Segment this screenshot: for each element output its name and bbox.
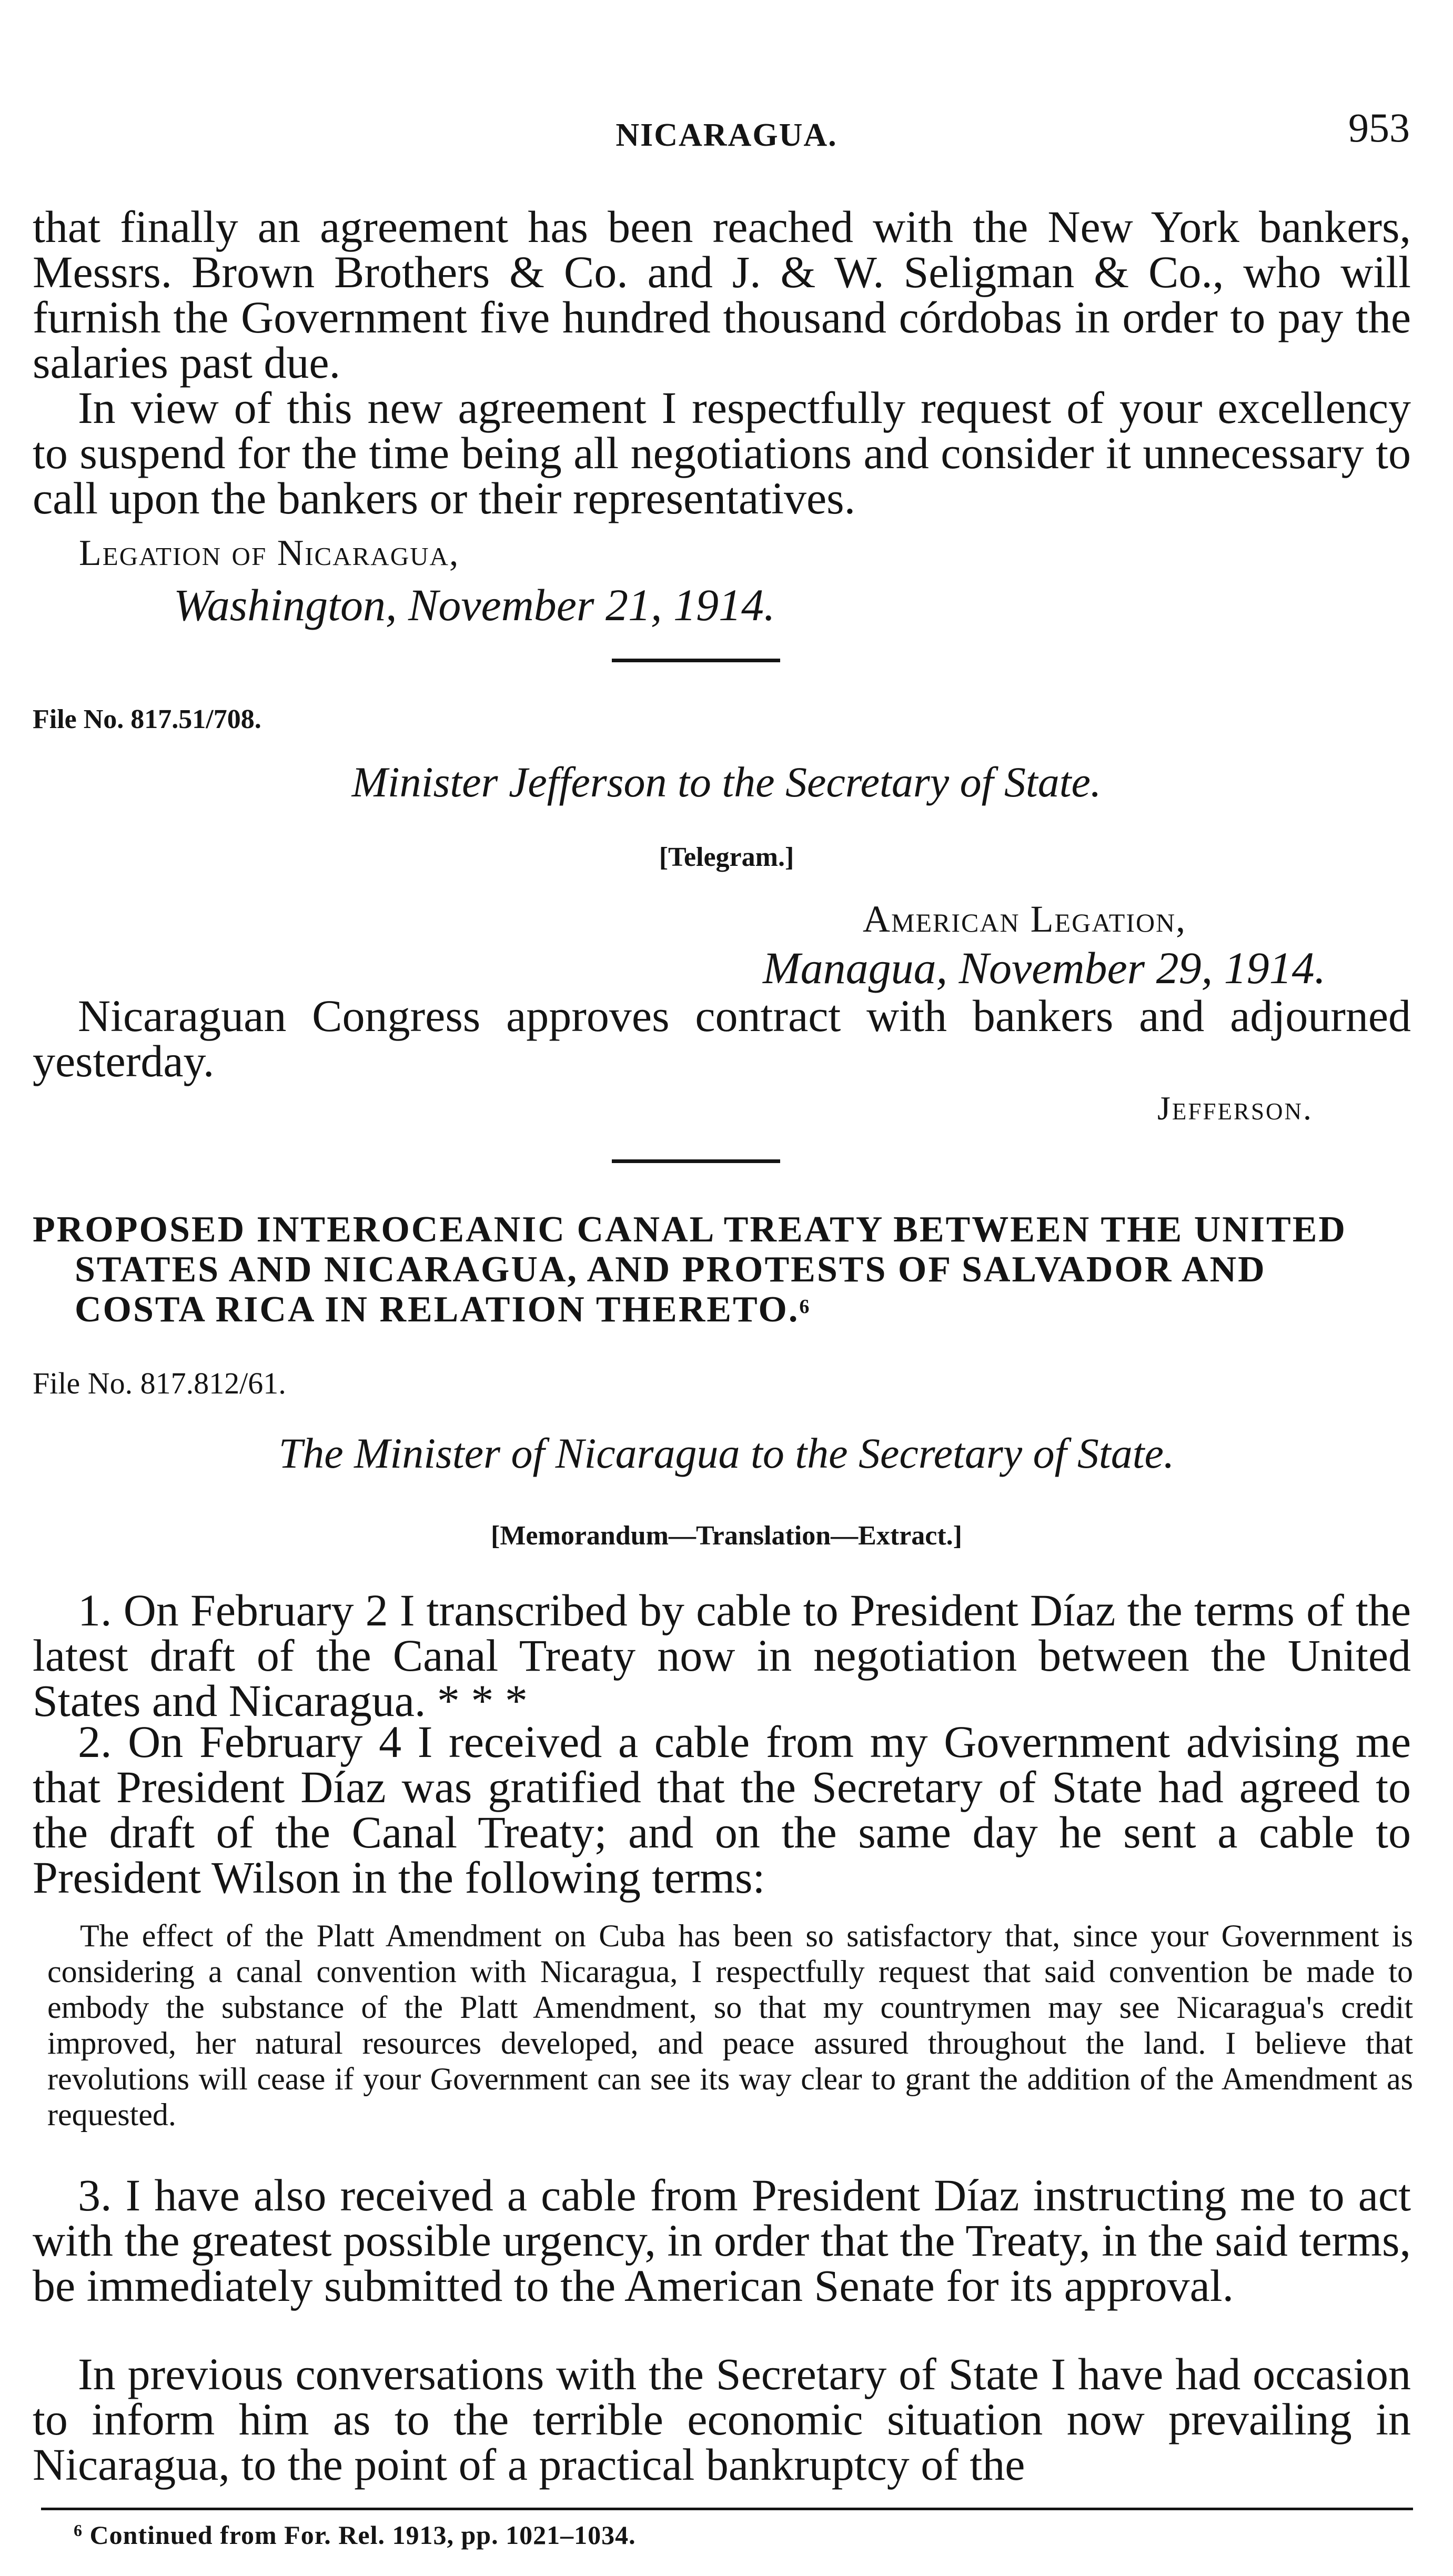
footnote xyxy=(74,2520,636,2550)
section-heading-line: PROPOSED INTEROCEANIC CANAL TREATY BETWEEN THE UNITED xyxy=(33,1209,1347,1250)
file-number: File No. 817.51/708. xyxy=(33,704,261,734)
section-heading-line: STATES AND NICARAGUA, AND PROTESTS OF SALVADOR AND xyxy=(75,1249,1266,1290)
body-paragraph: In view of this new agreement I respectfully request of your excellency to suspend for the time being all negotiations and consider it unnecessary to call upon the bankers or their representatives. xyxy=(33,382,1411,523)
body-paragraph: that finally an agreement has been reached with the New York bankers, Messrs. Brown Brothers & Co. and J. & W. Seligman & Co., who will furnish the Government five hundred thousand córdobas in order to pay the salaries past due. xyxy=(33,201,1411,388)
footnote-marker: 6 xyxy=(799,1296,811,1318)
page-number: 953 xyxy=(1348,105,1410,150)
footnote-marker: 6 xyxy=(74,2521,83,2540)
numbered-paragraph: 2. On February 4 I received a cable from my Government advising me that President Díaz was gratified that the Secretary of State had agreed to the draft of the Canal Treaty; and on the same day he sent a cable to President Wilson in the following terms: xyxy=(33,1716,1411,1903)
telegram-dateline: Managua, November 29, 1914. xyxy=(763,943,1326,993)
telegram-signature: Jefferson. xyxy=(1157,1089,1313,1127)
block-quote: The effect of the Platt Amendment on Cuba has been so satisfactory that, since your Government is considering a canal convention with Nicaragua, I respectfully request that said convention be made to embody the substance of the Platt Amendment, so that my countrymen may see Nicaragua's credit improved, her natural resources developed, and peace assured throughout the land. I believe that revolutions will cease if your Government can see its way clear to grant the addition of the Amendment as requested. xyxy=(47,1918,1413,2132)
file-number: File No. 817.812/61. xyxy=(33,1366,286,1400)
numbered-paragraph: 3. I have also received a cable from President Díaz instructing me to act with the greatest possible urgency, in order that the Treaty, in the said terms, be immediately submitted to the American Senate for its approval. xyxy=(33,2170,1411,2311)
section-heading-line: COSTA RICA IN RELATION THERETO.$^6$ xyxy=(75,1289,811,1330)
running-head: NICARAGUA. xyxy=(615,117,838,153)
document-type: [Memorandum—Translation—Extract.] xyxy=(491,1521,962,1551)
document-title: The Minister of Nicaragua to the Secretary of State. xyxy=(278,1429,1175,1477)
separator-rule xyxy=(612,659,780,662)
document-type: [Telegram.] xyxy=(659,842,794,872)
letter-dateline: Washington, November 21, 1914. xyxy=(174,580,775,630)
footnote-text: Continued from For. Rel. 1913, pp. 1021–1034. xyxy=(89,2520,636,2550)
telegram-body: Nicaraguan Congress approves contract with bankers and adjourned yesterday. xyxy=(33,991,1411,1086)
letter-place: Legation of Nicaragua, xyxy=(79,533,460,573)
document-title: Minister Jefferson to the Secretary of State. xyxy=(351,758,1102,806)
telegram-place: American Legation, xyxy=(863,898,1187,940)
footnote-rule xyxy=(41,2508,1413,2510)
body-paragraph: In previous conversations with the Secretary of State I have had occasion to inform him as to the terrible economic situation now prevailing in Nicaragua, to the point of a practical bankruptcy of the xyxy=(33,2349,1411,2490)
section-heading xyxy=(33,1210,1411,1330)
separator-rule xyxy=(612,1159,780,1163)
numbered-paragraph: 1. On February 2 I transcribed by cable to President Díaz the terms of the latest draft of the Canal Treaty now in negotiation between the United States and Nicaragua. * * * xyxy=(33,1585,1411,1726)
